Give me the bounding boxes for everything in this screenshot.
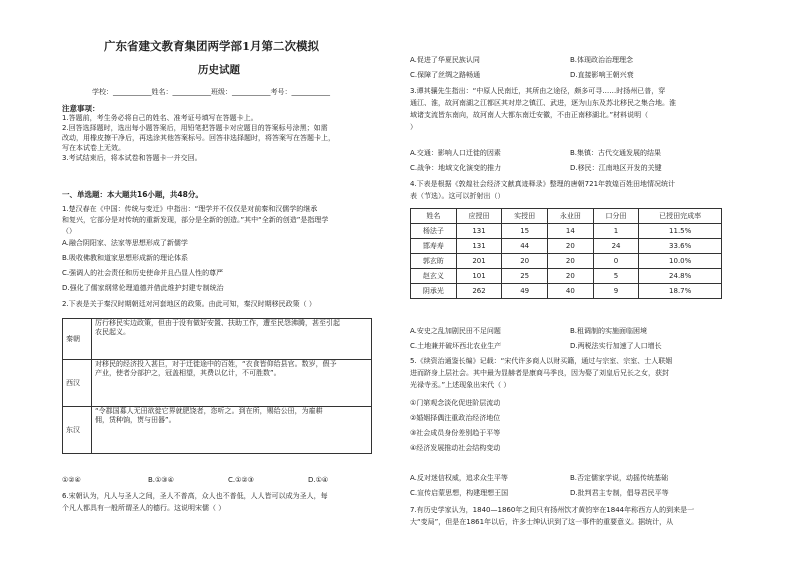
option-d: D.批判君主专制，倡导君民平等 — [570, 489, 669, 497]
statement-item: ④经济发展推动社会结构变动 — [410, 444, 501, 452]
table-cell: 15 — [502, 224, 548, 239]
table-cell: 5 — [593, 269, 639, 284]
option-a: A.促进了华夏民族认同 — [410, 56, 480, 64]
question-text: 域诸支流皆东南向，故河南人大都东南迁安徽，不由正南移湖北。”材料说明（ — [410, 111, 649, 119]
question-text: 进而跻身上层社会。其中最为显赫者是康商马季良，因为娶了刘皇后兄长之女，获封 — [410, 369, 669, 377]
question-text: 6.宋朝认为，凡人与圣人之间，圣人不普高，众人也不普低，人人皆可以成为圣人，每 — [62, 492, 328, 500]
table-cell: 49 — [502, 284, 548, 299]
table-header-row — [411, 209, 722, 224]
q4-table — [410, 208, 722, 299]
option-a: A.安史之乱加剧民田不足问题 — [410, 327, 501, 335]
option-d: D.移民：江南地区开发的关键 — [570, 164, 662, 172]
option-c: C.宣传启蒙思想，构建理想王国 — [410, 489, 509, 497]
table-row — [63, 407, 372, 454]
table-cell: 262 — [456, 284, 502, 299]
option-a: A.融合阴阳家、法家等思想形成了新儒学 — [62, 239, 188, 247]
question-text: 4.下表是根据《敦煌社会经济文献真迹释录》整理的唐朝721年敦煌百姓田地情况统计 — [410, 180, 676, 188]
table-cell: 18.7% — [639, 284, 722, 299]
table-cell: 131 — [456, 224, 502, 239]
statement-item: ③社会成员身份差别趋于平等 — [410, 429, 501, 437]
table-cell: 赵玄义 — [411, 269, 457, 284]
note-line: 2.回答选择题时，选出每小题答案后，用铅笔把答题卡对应题目的答案标号涂黑；如需 — [62, 124, 328, 132]
table-cell: 14 — [548, 224, 594, 239]
table-row — [63, 319, 372, 360]
table-cell: 9 — [593, 284, 639, 299]
table-cell: 201 — [456, 254, 502, 269]
era-cell: 西汉 — [63, 360, 92, 407]
column-header: 永业田 — [548, 209, 594, 224]
column-header: 姓名 — [411, 209, 457, 224]
note-line: 改动，用橡皮擦干净后，再选涂其他答案标号。回答非选择题时，将答案写在答题卡上， — [62, 134, 335, 142]
table-row — [411, 284, 722, 299]
statement-item: ①门第观念淡化促进阶层流动 — [410, 399, 501, 407]
option-b: B.①③④ — [148, 476, 174, 484]
option-c: C.保障了丝绸之路畅通 — [410, 71, 481, 79]
table-row — [411, 269, 722, 284]
statement-item: ②婚姻择偶注重政治经济地位 — [410, 414, 501, 422]
question-text: 通江、淮，故河南湖之江都区其对岸之镇江、武进，逐为山东及苏北移民之集合地。淮 — [410, 99, 676, 107]
option-c: C.①②③ — [228, 476, 254, 484]
option-a: A.反对迷信权威，追求众生平等 — [410, 474, 508, 482]
notes-heading: 注意事项： — [62, 104, 100, 113]
table-row — [63, 360, 372, 407]
option-d: D.①④ — [308, 476, 329, 484]
column-header: 实授田 — [502, 209, 548, 224]
question-text: 光禄寺丞。”上述现象出宋代（ ） — [410, 381, 511, 389]
policy-line: 产业，使者分部护之，冠盖相望，其费以亿计，不可胜数”。 — [95, 369, 281, 377]
table-cell: 1 — [593, 224, 639, 239]
option-a: ①②④ — [62, 476, 81, 484]
table-cell: 24 — [593, 239, 639, 254]
policy-cell — [92, 319, 372, 360]
table-cell: 10.0% — [639, 254, 722, 269]
table-cell: 44 — [502, 239, 548, 254]
question-text: （） — [62, 227, 76, 235]
option-d: D.直接影响王朝兴衰 — [570, 71, 634, 79]
option-d: D.两税法实行加速了人口增长 — [570, 342, 662, 350]
question-text: 大“变局”，但是在1861年以后，许多士绅认识到了这一事件的重要意义。据统计，从 — [410, 518, 674, 526]
question-text: 3.谭其骧先生指出：“中原人民南迁，其所由之途径，颇多可寻……时扬州已普，穿 — [410, 87, 666, 95]
option-c: C.土地兼并破坏西北农业生产 — [410, 342, 502, 350]
table-cell: 20 — [502, 254, 548, 269]
question-text: 2.下表是关于秦汉时期朝廷对河套地区的政策。由此可知，秦汉时期移民政策（ ） — [62, 300, 316, 308]
table-cell: 11.5% — [639, 224, 722, 239]
policy-line: 农民起义。 — [95, 328, 130, 336]
question-text: 和复兴，它部分是对传统的重新发现，部分是全新的创造。”其中“全新的创造”是指理学 — [62, 216, 329, 224]
table-cell: 杨法子 — [411, 224, 457, 239]
policy-cell — [92, 407, 372, 454]
question-text: 5.《续资治通鉴长编》记载：“宋代许多商人以财买籍，通过与宗室、宗室、士人联姻 — [410, 357, 673, 365]
policy-line: 对移民的经济投入甚巨，对于迁徙途中的百姓，“衣食皆仰给县官。数岁，假予 — [95, 360, 337, 368]
table-cell: 25 — [502, 269, 548, 284]
section-heading: 一、单选题：本大题共16小题，共48分。 — [62, 190, 203, 199]
table-row — [411, 254, 722, 269]
question-text: 个凡人都具有一般所谓圣人的德行。这说明宋儒（ ） — [62, 504, 226, 512]
option-b: B.否定儒家学说，动摇传统基础 — [570, 474, 669, 482]
option-b: B.集镇：古代交通发展的结果 — [570, 149, 662, 157]
option-b: B.体现政治治理理念 — [570, 56, 634, 64]
table-cell: 阴承光 — [411, 284, 457, 299]
table-cell: 20 — [548, 254, 594, 269]
table-cell: 郭玄昉 — [411, 254, 457, 269]
option-b: B.吸收佛教和道家思想形成新的理论体系 — [62, 254, 189, 262]
table-cell: 131 — [456, 239, 502, 254]
q2-table — [62, 318, 372, 454]
policy-line: “令郡国募人无田欲徙它界就肥饶者，恣听之。到在所，赐给公田，为雇耕 — [95, 407, 323, 415]
table-cell: 邯寿寿 — [411, 239, 457, 254]
option-c: C.战争：地域文化演变的推力 — [410, 164, 502, 172]
exam-subtitle: 历史试题 — [198, 64, 240, 76]
table-cell: 33.6% — [639, 239, 722, 254]
policy-line: 厉行移民实边政策，但由于没有做好安置、扶助工作，遭至民怨沸腾，甚至引起 — [95, 319, 340, 327]
question-text: ） — [410, 123, 417, 131]
question-text: 7.有历史学家认为，1840—1860年之间只有扬州饮才黄钧宰在1844年称西方人的到来是一 — [410, 506, 695, 514]
column-header: 应授田 — [456, 209, 502, 224]
question-text: 表（节选）。这可以折射出（） — [410, 192, 505, 200]
note-line: 3.考试结束后，将本试卷和答题卡一并交回。 — [62, 154, 202, 162]
table-cell: 0 — [593, 254, 639, 269]
table-cell: 101 — [456, 269, 502, 284]
table-cell: 40 — [548, 284, 594, 299]
option-c: C.强调人的社会责任和历史使命并且凸显人性的尊严 — [62, 269, 224, 277]
option-d: D.强化了儒家纲常伦理道德并借此维护封建专制统治 — [62, 284, 224, 292]
exam-title: 广东省建文教育集团两学部1月第二次模拟 — [104, 39, 319, 53]
note-line: 写在本试卷上无效。 — [62, 144, 125, 152]
era-cell: 东汉 — [63, 407, 92, 454]
era-cell: 秦朝 — [63, 319, 92, 360]
question-text: 1.楚汉春在《中国：传统与变迁》中指出：“理学并不仅仅是对前秦和汉儒学的继承 — [62, 205, 318, 213]
table-row — [411, 239, 722, 254]
table-cell: 24.8% — [639, 269, 722, 284]
option-b: B.租调制的实施面临困境 — [570, 327, 648, 335]
note-line: 1.答题前，考生务必将自己的姓名、准考证号填写在答题卡上。 — [62, 114, 258, 122]
table-cell: 20 — [548, 239, 594, 254]
option-a: A.交通：影响人口迁徙的因素 — [410, 149, 501, 157]
policy-cell — [92, 360, 372, 407]
column-header: 已授田完成率 — [639, 209, 722, 224]
policy-line: 佣，赁种饷，贳与田器”。 — [95, 416, 176, 424]
student-info-line: 学校：___________姓名：___________班级：___________考号：___________ — [92, 88, 330, 96]
table-cell: 20 — [548, 269, 594, 284]
column-header: 口分田 — [593, 209, 639, 224]
table-row — [411, 224, 722, 239]
